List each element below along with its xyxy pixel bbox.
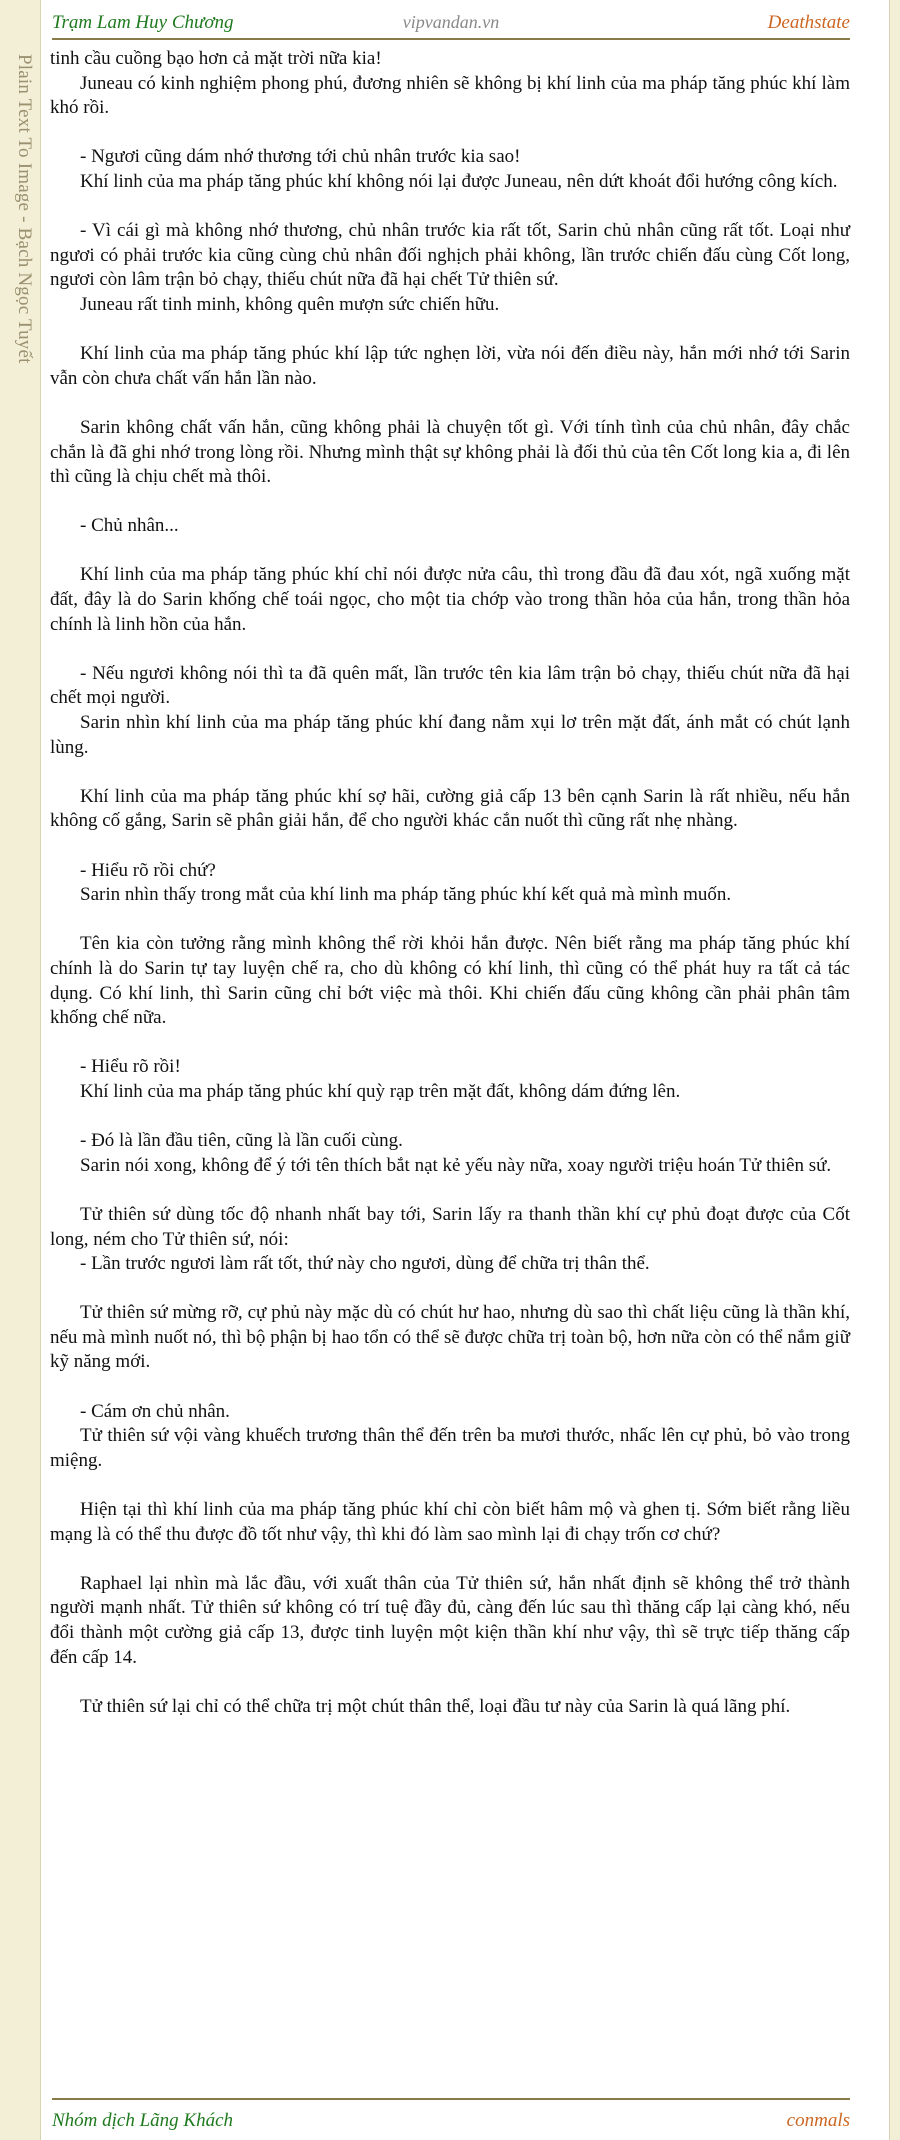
paragraph-gap (50, 1031, 850, 1056)
paragraph: Khí linh của ma pháp tăng phúc khí không nói lại được Juneau, nên dứt khoát đổi hướng công kích. (80, 170, 838, 192)
page-header (52, 10, 850, 40)
paragraph-gap (50, 637, 850, 662)
paragraph: Juneau có kinh nghiệm phong phú, đương nhiên sẽ không bị khí linh của ma pháp tăng phúc khí làm khó rồi. (50, 72, 850, 119)
paragraph-gap (50, 1178, 850, 1203)
paragraph: tinh cầu cuồng bạo hơn cả mặt trời nữa kia! (50, 48, 382, 69)
paragraph: Tử thiên sứ vội vàng khuếch trương thân thể đến trên ba mươi thước, nhấc lên cự phủ, bỏ vào trong miệng. (50, 1425, 850, 1471)
paragraph: Tên kia còn tưởng rằng mình không thể rời khỏi hắn được. Nên biết rằng ma pháp tăng phúc khí chính là do Sarin tự tay luyện chế ra, cho dù không có khí linh, thì cũng có thể phát huy ra tất cả tác dụng. Có khí linh, thì Sarin cũng chỉ bớt việc mà thôi. Khi chiến đấu cũng không cần phải phân tâm khống chế nữa. (50, 933, 850, 1029)
paragraph: Juneau rất tinh minh, không quên mượn sức chiến hữu. (80, 293, 500, 315)
paragraph: - Hiểu rõ rồi! (80, 1056, 181, 1078)
paragraph: Sarin nói xong, không để ý tới tên thích bắt nạt kẻ yếu này nữa, xoay người triệu hoán Tử thiên sứ. (80, 1154, 832, 1176)
paragraph-gap (50, 1277, 850, 1302)
paragraph: - Nếu ngươi không nói thì ta đã quên mất, lần trước tên kia lâm trận bỏ chạy, thiếu chút nữa đã hại chết mọi người. (50, 662, 850, 709)
paragraph-gap (50, 539, 850, 564)
footer-translator: Nhóm dịch Lãng Khách (52, 2110, 234, 2131)
paragraph: Khí linh của ma pháp tăng phúc khí sợ hãi, cường giả cấp 13 bên cạnh Sarin là rất nhiều, nếu hắn không cố gắng, Sarin sẽ phân giải hắn, để cho người khác cắn nuốt thì cũng rất nhẹ nhàng. (50, 785, 850, 832)
paragraph-gap (50, 1547, 850, 1572)
paragraph: - Ngươi cũng dám nhớ thương tới chủ nhân trước kia sao! (80, 146, 521, 168)
paragraph: Khí linh của ma pháp tăng phúc khí quỳ rạp trên mặt đất, không dám đứng lên. (80, 1080, 681, 1102)
paragraph-gap (50, 834, 850, 859)
paragraph-gap (50, 1670, 850, 1695)
text-body (50, 47, 850, 1719)
paragraph: Raphael lại nhìn mà lắc đầu, với xuất thân của Tử thiên sứ, hắn nhất định sẽ không thể trở thành người mạnh nhất. Tử thiên sứ không có trí tuệ đầy đủ, càng đến lúc sau thì thăng cấp lại càng khó, nếu đổi thành một cường giả cấp 13, được tinh luyện một kiện thần khí như vậy, thì sẽ trực tiếp thăng cấp đến cấp 14. (50, 1572, 850, 1668)
paragraph: - Chủ nhân... (80, 515, 179, 537)
paragraph: Sarin không chất vấn hắn, cũng không phải là chuyện tốt gì. Với tính tình của chủ nhân, đây chắc chắn là đã ghi nhớ trong lòng rồi. Nhưng mình thật sự không phải là đối thủ của tên Cốt long kia a, đi lên thì cũng là chịu chết mà thôi. (50, 416, 851, 488)
side-watermark: Plain Text To Image - Bạch Ngọc Tuyết (14, 54, 35, 364)
paragraph: Tử thiên sứ dùng tốc độ nhanh nhất bay tới, Sarin lấy ra thanh thần khí cự phủ đoạt được của Cốt long, ném cho Tử thiên sứ, nói: (50, 1203, 850, 1250)
paragraph-gap (50, 391, 850, 416)
paragraph: Khí linh của ma pháp tăng phúc khí lập tức nghẹn lời, vừa nói đến điều này, hắn mới nhớ tới Sarin vẫn còn chưa chất vấn hắn lần nào. (50, 343, 850, 389)
header-site: vipvandan.vn (402, 12, 500, 32)
paragraph: Sarin nhìn khí linh của ma pháp tăng phúc khí đang nằm xụi lơ trên mặt đất, ánh mắt có chút lạnh lùng. (50, 712, 850, 758)
paragraph-gap (50, 121, 850, 146)
paragraph: Sarin nhìn thấy trong mắt của khí linh ma pháp tăng phúc khí kết quả mà mình muốn. (80, 884, 732, 906)
paragraph-gap (50, 1375, 850, 1400)
header-title: Trạm Lam Huy Chương (52, 12, 234, 33)
paragraph: Hiện tại thì khí linh của ma pháp tăng phúc khí chỉ còn biết hâm mộ và ghen tị. Sớm biết rằng liều mạng là có thể thu được đồ tốt như vậy, thì khi đó làm sao mình lại đi chạy trốn cơ chứ? (50, 1499, 850, 1545)
paragraph: - Vì cái gì mà không nhớ thương, chủ nhân trước kia rất tốt, Sarin chủ nhân cũng rất tốt. Loại như ngươi có phải trước kia cũng cùng chủ nhân đối nghịch phải không, lần trước chiến đấu cùng Cốt long, ngươi còn lâm trận bỏ chạy, thiếu chút nữa đã hại chết Tử thiên sứ. (50, 220, 850, 291)
paragraph-gap (50, 195, 850, 220)
paragraph-gap (50, 1105, 850, 1130)
header-author: Deathstate (767, 12, 850, 33)
paragraph: - Cám ơn chủ nhân. (80, 1400, 230, 1422)
paragraph: - Lần trước ngươi làm rất tốt, thứ này cho ngươi, dùng để chữa trị thân thể. (80, 1253, 650, 1275)
paragraph: Tử thiên sứ lại chỉ có thể chữa trị một chút thân thể, loại đầu tư này của Sarin là quá lãng phí. (80, 1695, 791, 1717)
paragraph-gap (50, 760, 850, 785)
paragraph: Khí linh của ma pháp tăng phúc khí chỉ nói được nửa câu, thì trong đầu đã đau xót, ngã xuống mặt đất, đây là do Sarin khống chế toái ngọc, cho một tia chớp vào trong thần hỏa của hắn, trong thần hỏa chính là linh hồn của hắn. (50, 564, 850, 635)
paragraph-gap (50, 490, 850, 515)
footer-editor: conmals (786, 2110, 850, 2131)
paragraph-gap (50, 1473, 850, 1498)
paragraph: - Đó là lần đầu tiên, cũng là lần cuối cùng. (80, 1130, 403, 1152)
paragraph: - Hiểu rõ rồi chứ? (80, 859, 216, 881)
page-footer (52, 2098, 850, 2136)
paragraph-gap (50, 318, 850, 343)
paragraph-gap (50, 908, 850, 933)
paragraph: Tử thiên sứ mừng rỡ, cự phủ này mặc dù có chút hư hao, nhưng dù sao thì chất liệu cũng là thần khí, nếu mà mình nuốt nó, thì bộ phận bị hao tổn có thể sẽ được chữa trị toàn bộ, hơn nữa còn có thể nắm giữ kỹ năng mới. (50, 1302, 850, 1373)
